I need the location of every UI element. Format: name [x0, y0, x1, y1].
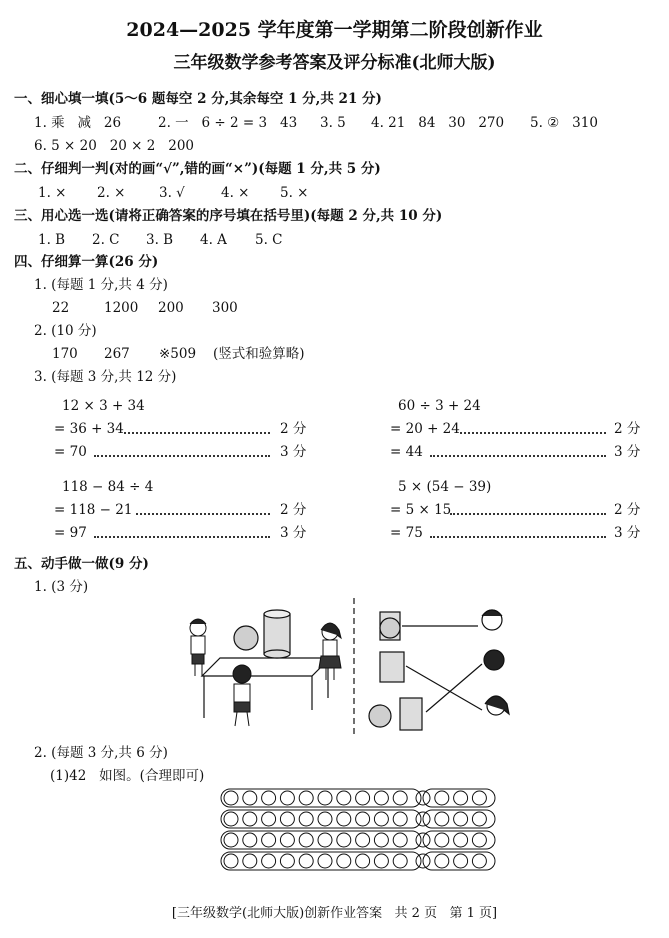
group-loop	[423, 831, 495, 849]
small-circle	[374, 812, 388, 826]
calc-3-step1: = 118 − 21	[54, 502, 133, 518]
section-1-heading: 一、细心填一填(5～6 题每空 2 分,其余每空 1 分,共 21 分)	[14, 91, 382, 107]
small-circle	[243, 812, 257, 826]
s4-p2-answer-3: ※509	[159, 346, 197, 362]
s1-answer-6: 6. 5 × 20 20 × 2 200	[34, 138, 195, 154]
leader-dots	[430, 455, 606, 457]
group-loop	[423, 852, 495, 870]
s4-p1-answer-4: 300	[212, 300, 238, 316]
small-circle	[243, 854, 257, 868]
calc-2-score1: 2 分	[614, 421, 641, 437]
s2-answer-4: 4. ×	[221, 185, 250, 201]
s4-part-1-label: 1. (每题 1 分,共 4 分)	[34, 277, 168, 293]
s2-answer-2: 2. ×	[97, 185, 126, 201]
s4-p2-answer-4: (竖式和验算略)	[213, 346, 305, 362]
small-circle	[337, 812, 351, 826]
calc-2-expr: 60 ÷ 3 + 24	[398, 398, 481, 414]
s4-p1-answer-2: 1200	[104, 300, 139, 316]
leader-dots	[136, 513, 270, 515]
observation-illustration	[182, 598, 527, 738]
child-figure	[319, 623, 341, 680]
section-4-heading: 四、仔细算一算(26 分)	[14, 254, 159, 270]
small-circle	[454, 833, 468, 847]
small-circle	[280, 854, 294, 868]
small-circle	[318, 833, 332, 847]
small-circle	[356, 812, 370, 826]
small-circle	[224, 812, 238, 826]
s3-answer-5: 5. C	[255, 232, 283, 248]
section-2-heading: 二、仔细判一判(对的画“√”,错的画“×”)(每题 1 分,共 5 分)	[14, 161, 381, 177]
views-matching	[369, 610, 509, 730]
small-circle	[393, 833, 407, 847]
s5-part-1-label: 1. (3 分)	[34, 579, 89, 595]
calc-1-step2: = 70	[54, 444, 87, 460]
page-subtitle: 三年级数学参考答案及评分标准(北师大版)	[173, 53, 496, 73]
table-scene	[202, 610, 330, 718]
s5-part-2-label: 2. (每题 3 分,共 6 分)	[34, 745, 168, 761]
small-circle	[299, 812, 313, 826]
small-circle	[356, 791, 370, 805]
small-circle	[318, 791, 332, 805]
small-circle	[318, 854, 332, 868]
s3-answer-1: 1. B	[38, 232, 66, 248]
page-footer: [三年级数学(北师大版)创新作业答案 共 2 页 第 1 页]	[171, 906, 498, 921]
small-circle	[454, 854, 468, 868]
calc-2-score2: 3 分	[614, 444, 641, 460]
calc-1-score2: 3 分	[280, 444, 307, 460]
calc-4-step1: = 5 × 15	[390, 502, 452, 518]
group-loop	[423, 810, 495, 828]
s2-answer-1: 1. ×	[38, 185, 67, 201]
leader-dots	[124, 432, 270, 434]
small-circle	[224, 791, 238, 805]
child-figure	[233, 665, 251, 726]
page-title: 2024—2025 学年度第一学期第二阶段创新作业	[126, 19, 543, 41]
s1-answer-4: 4. 21 84 30 270	[371, 115, 505, 131]
section-5-heading: 五、动手做一做(9 分)	[14, 556, 149, 572]
leader-dots	[94, 536, 270, 538]
small-circle	[472, 791, 486, 805]
s2-answer-5: 5. ×	[280, 185, 309, 201]
small-circle	[337, 854, 351, 868]
small-circle	[374, 854, 388, 868]
small-circle	[262, 812, 276, 826]
small-circle	[299, 833, 313, 847]
small-circle	[262, 833, 276, 847]
small-circle	[243, 791, 257, 805]
s4-part-3-label: 3. (每题 3 分,共 12 分)	[34, 369, 177, 385]
small-circle	[262, 854, 276, 868]
small-circle	[374, 791, 388, 805]
s4-part-2-label: 2. (10 分)	[34, 323, 97, 339]
small-circle	[393, 791, 407, 805]
small-circle	[435, 812, 449, 826]
small-circle	[393, 812, 407, 826]
small-circle	[337, 791, 351, 805]
calc-4-step2: = 75	[390, 525, 423, 541]
s1-answer-1: 1. 乘 减 26	[34, 115, 122, 131]
group-loop	[423, 789, 495, 807]
calc-2-step2: = 44	[390, 444, 423, 460]
s4-p2-answer-2: 267	[104, 346, 130, 362]
leader-dots	[430, 536, 606, 538]
section-3-heading: 三、用心选一选(请将正确答案的序号填在括号里)(每题 2 分,共 10 分)	[14, 208, 443, 224]
small-circle	[356, 854, 370, 868]
circle-grouping-figure	[220, 788, 498, 876]
small-circle	[374, 833, 388, 847]
s2-answer-3: 3. √	[159, 185, 185, 201]
calc-4-score1: 2 分	[614, 502, 641, 518]
small-circle	[454, 812, 468, 826]
small-circle	[224, 854, 238, 868]
s4-p1-answer-3: 200	[158, 300, 184, 316]
small-circle	[280, 833, 294, 847]
small-circle	[393, 854, 407, 868]
calc-4-expr: 5 × (54 − 39)	[398, 479, 492, 495]
small-circle	[299, 854, 313, 868]
small-circle	[454, 791, 468, 805]
s5-p2-answer: (1)42 如图。(合理即可)	[50, 768, 205, 784]
child-figure	[190, 619, 206, 676]
small-circle	[472, 854, 486, 868]
small-circle	[299, 791, 313, 805]
leader-dots	[450, 513, 606, 515]
calc-2-step1: = 20 + 24	[390, 421, 460, 437]
small-circle	[435, 854, 449, 868]
s1-answer-2: 2. 一 6 ÷ 2 = 3 43	[158, 115, 298, 131]
calc-3-score1: 2 分	[280, 502, 307, 518]
small-circle	[262, 791, 276, 805]
small-circle	[356, 833, 370, 847]
small-circle	[243, 833, 257, 847]
small-circle	[280, 812, 294, 826]
s1-answer-5: 5. ② 310	[530, 115, 598, 131]
s4-p1-answer-1: 22	[52, 300, 70, 316]
calc-3-expr: 118 − 84 ÷ 4	[62, 479, 154, 495]
s3-answer-3: 3. B	[146, 232, 174, 248]
calc-3-step2: = 97	[54, 525, 87, 541]
small-circle	[224, 833, 238, 847]
calc-1-step1: = 36 + 34	[54, 421, 124, 437]
small-circle	[472, 812, 486, 826]
s3-answer-2: 2. C	[92, 232, 120, 248]
leader-dots	[460, 432, 606, 434]
calc-4-score2: 3 分	[614, 525, 641, 541]
s1-answer-3: 3. 5	[320, 115, 346, 131]
small-circle	[472, 833, 486, 847]
s4-p2-answer-1: 170	[52, 346, 78, 362]
s3-answer-4: 4. A	[200, 232, 227, 248]
leader-dots	[94, 455, 270, 457]
small-circle	[435, 791, 449, 805]
small-circle	[337, 833, 351, 847]
small-circle	[318, 812, 332, 826]
small-circle	[280, 791, 294, 805]
calc-1-expr: 12 × 3 + 34	[62, 398, 145, 414]
calc-3-score2: 3 分	[280, 525, 307, 541]
calc-1-score1: 2 分	[280, 421, 307, 437]
small-circle	[435, 833, 449, 847]
